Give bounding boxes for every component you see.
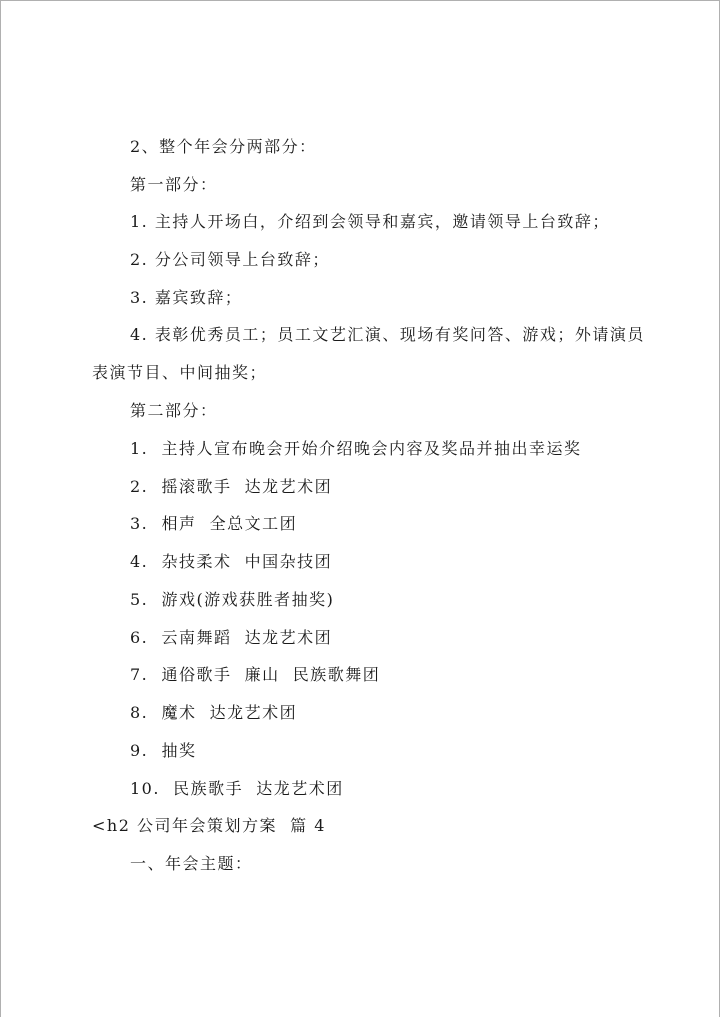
program-item: 1. 主持人宣布晚会开始介绍晚会内容及奖品并抽出幸运奖 [130,439,582,458]
program-item: 5. 游戏(游戏获胜者抽奖) [130,590,335,609]
program-item: 6. 云南舞蹈 达龙艺术团 [130,628,333,647]
list-item-continuation: 表演节目、中间抽奖； [92,363,268,382]
part-two-heading: 第二部分： [130,401,218,420]
section-heading: 2、整个年会分两部分： [130,137,317,156]
program-item: 3. 相声 全总文工团 [130,514,298,533]
list-item: 2. 分公司领导上台致辞； [130,250,330,269]
program-item: 8. 魔术 达龙艺术团 [130,703,298,722]
section-heading: 一、年会主题： [130,854,253,873]
program-item: 10. 民族歌手 达龙艺术团 [130,779,344,798]
list-item: 4. 表彰优秀员工；员工文艺汇演、现场有奖问答、游戏；外请演员 [130,325,645,344]
chapter-heading: <h2 公司年会策划方案 篇 4 [92,816,326,835]
list-item: 1. 主持人开场白，介绍到会领导和嘉宾，邀请领导上台致辞； [130,212,610,231]
program-item: 4. 杂技柔术 中国杂技团 [130,552,333,571]
program-item: 9. 抽奖 [130,741,197,760]
list-item: 3. 嘉宾致辞； [130,288,243,307]
program-item: 2. 摇滚歌手 达龙艺术团 [130,477,333,496]
program-item: 7. 通俗歌手 廉山 民族歌舞团 [130,665,381,684]
part-one-heading: 第一部分： [130,175,218,194]
